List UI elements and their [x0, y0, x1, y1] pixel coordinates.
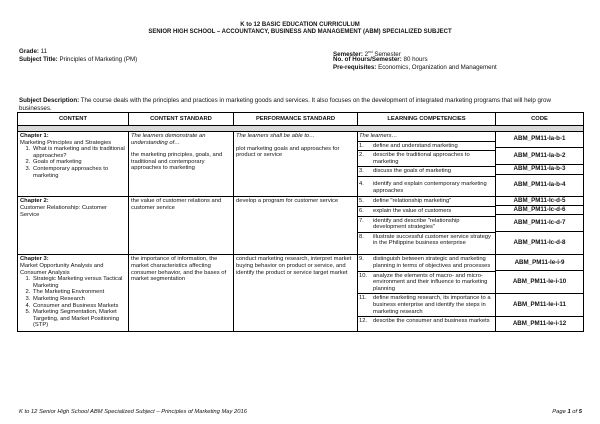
- prereq-label: Pre-requisites:: [333, 64, 377, 71]
- competency-code: ABM_PM11-Ic-d-6: [496, 206, 583, 215]
- topic-item: 3. Contemporary approaches to marketing: [32, 166, 126, 179]
- performance-standard-intro: The learners shall be able to…: [236, 133, 315, 139]
- subject-description: [19, 97, 582, 113]
- competency-number: 4.: [359, 180, 364, 187]
- header-code: CODE: [496, 113, 584, 126]
- table-row: [18, 197, 584, 255]
- code-list: [496, 197, 583, 254]
- competency-number: 8.: [359, 233, 364, 240]
- code-list: [496, 255, 583, 331]
- code-cell: [496, 255, 584, 332]
- topic-item: 1. What is marketing and its traditional approaches?: [32, 146, 126, 159]
- grade-line: [19, 48, 47, 55]
- competencies-cell: [358, 255, 496, 332]
- footer-document-title: K to 12 Senior High School ABM Specialized Subject – Principles of Marketing May 2016: [19, 409, 247, 415]
- competency-code: ABM_PM11-Ic-d-5: [496, 197, 583, 206]
- content-standard-text: the marketing principles, goals, and traditional and contemporary approaches to marketing: [131, 152, 223, 172]
- semester-label: Semester:: [333, 51, 363, 59]
- content-standard-cell: [129, 197, 234, 255]
- competency-text: illustrate successful customer service strategy in the Philippine business enterprise: [373, 233, 491, 247]
- header-content-standard: CONTENT STANDARD: [129, 113, 234, 126]
- chapter-title: Market Opportunity Analysis and Consumer Analysis: [20, 263, 104, 276]
- chapter-title: Customer Relationship: Customer Service: [20, 205, 107, 218]
- content-standard-text: the value of customer relations and customer service: [131, 198, 222, 212]
- performance-standard-cell: [234, 132, 358, 197]
- code-cell: [496, 132, 584, 197]
- competency-number: 2.: [358, 151, 372, 167]
- footer-page-number: [552, 409, 582, 415]
- competency-text: identify and describe "relationship development strategies": [372, 216, 495, 232]
- content-standard-cell: [129, 132, 234, 197]
- competency-number: 11.: [358, 294, 372, 317]
- page-total: 5: [578, 409, 582, 415]
- page-current: 1: [567, 409, 571, 415]
- competency-code: ABM_PM11-Ie-i-11: [496, 294, 583, 317]
- competency-code: ABM_PM11-Ic-d-8: [513, 239, 566, 247]
- of-word: of: [572, 409, 578, 415]
- page-word: Page: [552, 409, 566, 415]
- hours-line: [333, 56, 428, 63]
- competencies-cell: [358, 132, 496, 197]
- header-learning-competencies: LEARNING COMPETENCIES: [358, 113, 496, 126]
- subject-line: [19, 56, 137, 63]
- competency-number: 3.: [358, 167, 372, 177]
- competency-list: [358, 132, 495, 196]
- semester-suffix: nd: [368, 49, 373, 54]
- topic-item: 5. Marketing Segmentation, Market Targeting, and Market Positioning (STP): [32, 309, 126, 329]
- competency-text: distinguish between strategic and marketing planning in terms of objectives and processes: [372, 255, 495, 271]
- competency-number: 6.: [358, 207, 372, 217]
- table-header-row: [18, 113, 584, 126]
- content-cell: [18, 132, 129, 197]
- grade-value: 11: [40, 48, 48, 55]
- prereq-value: Economics, Organization and Management: [378, 64, 497, 71]
- performance-standard-cell: [234, 255, 358, 332]
- topic-item: 1. Strategic Marketing versus Tactical Marketing: [32, 276, 126, 289]
- competency-code: ABM_PM11-Ie-i-9: [496, 255, 583, 271]
- content-standard-intro: The learners demonstrate an understanding of…: [131, 133, 206, 146]
- competency-code: ABM_PM11-Ie-i-12: [512, 320, 567, 328]
- competency-number: 5.: [358, 197, 372, 206]
- semester-number: 2: [364, 51, 369, 59]
- curriculum-table: [17, 112, 584, 332]
- competency-text: identify and explain contemporary marketing approaches: [373, 180, 487, 194]
- competency-code: ABM_PM11-Ia-b-2: [496, 148, 583, 165]
- subject-value: Principles of Marketing (PM): [59, 56, 138, 63]
- code-list: [496, 132, 583, 195]
- competency-code: ABM_PM11-Ic-d-7: [496, 215, 583, 232]
- performance-standard-text: conduct marketing research, interpret market buying behavior on product or service, and identify the product or service target market: [236, 256, 352, 276]
- topic-item: 2. Goals of marketing: [32, 159, 126, 166]
- subject-label: Subject Title:: [19, 56, 58, 63]
- content-cell: [18, 255, 129, 332]
- prereq-line: [333, 64, 497, 71]
- competency-list: [358, 255, 495, 330]
- competency-number: 12.: [359, 318, 368, 325]
- table-row: [18, 255, 584, 332]
- topic-item: 3. Marketing Research: [32, 296, 126, 303]
- topic-list: [20, 276, 126, 329]
- performance-standard-cell: [234, 197, 358, 255]
- competency-list: [358, 197, 495, 254]
- competency-text: describe the traditional approaches to marketing: [372, 151, 495, 167]
- content-cell: [18, 197, 129, 255]
- competency-text: analyze the elements of macro- and micro-environment and their influence to marketing planning: [372, 271, 495, 294]
- chapter-number: Chapter 1:: [20, 133, 49, 139]
- description-text: The course deals with the principles and practices in marketing goods and services. It also focuses on the development of integrated marketing programs that will help grow businesses.: [19, 97, 551, 112]
- competency-code: ABM_PM11-Ia-b-3: [496, 165, 583, 175]
- grade-label: Grade:: [19, 48, 39, 55]
- semester-word: Semester: [374, 51, 401, 59]
- competency-code: ABM_PM11-Ia-b-1: [496, 132, 583, 148]
- header-content: CONTENT: [18, 113, 129, 126]
- description-label: Subject Description:: [19, 97, 80, 104]
- chapter-title: Marketing Principles and Strategies: [20, 139, 112, 146]
- code-cell: [496, 197, 584, 255]
- content-standard-cell: [129, 255, 234, 332]
- curriculum-subtitle: SENIOR HIGH SCHOOL – ACCOUNTANCY, BUSINESS AND MANAGEMENT (ABM) SPECIALIZED SUBJECT: [148, 29, 452, 35]
- competency-number: 1.: [358, 141, 372, 151]
- competency-number: 7.: [358, 216, 372, 232]
- topic-item: 4. Consumer and Business Markets: [32, 303, 126, 310]
- competency-code: ABM_PM11-Ia-b-4: [513, 180, 566, 188]
- chapter-number: Chapter 3:: [20, 256, 49, 263]
- performance-standard-text: plot marketing goals and approaches for product or service: [236, 145, 340, 159]
- curriculum-title: K to 12 BASIC EDUCATION CURRICULUM: [240, 22, 360, 28]
- competency-number: 9.: [358, 255, 372, 271]
- competency-text: define "relationship marketing": [372, 197, 495, 206]
- chapter-number: Chapter 2:: [20, 198, 49, 205]
- competency-number: 10.: [358, 271, 372, 294]
- competency-text: explain the value of customers: [372, 207, 495, 217]
- competencies-cell: [358, 197, 496, 255]
- competency-text: discuss the goals of marketing: [372, 167, 495, 177]
- performance-standard-text: develop a program for customer service: [236, 198, 339, 205]
- hours-value: 80 hours: [403, 56, 428, 63]
- table-row: [18, 132, 584, 197]
- competency-text: define and understand marketing: [372, 141, 495, 151]
- content-standard-text: the importance of information, the market characteristics affecting consumer behavior, and the bases of market segmentation: [131, 256, 227, 283]
- competency-text: define marketing research, its importance to a business enterprise and identify the steps in marketing research: [372, 294, 495, 317]
- competency-text: describe the consumer and business markets: [373, 318, 490, 325]
- topic-list: [20, 146, 126, 179]
- competency-intro: The learners…: [358, 132, 495, 141]
- header-performance-standard: PERFORMANCE STANDARD: [234, 113, 358, 126]
- competency-code: ABM_PM11-Ie-i-10: [496, 271, 583, 294]
- topic-item: 2. The Marketing Environment: [32, 289, 126, 296]
- hours-label: No. of Hours/Semester:: [333, 56, 402, 63]
